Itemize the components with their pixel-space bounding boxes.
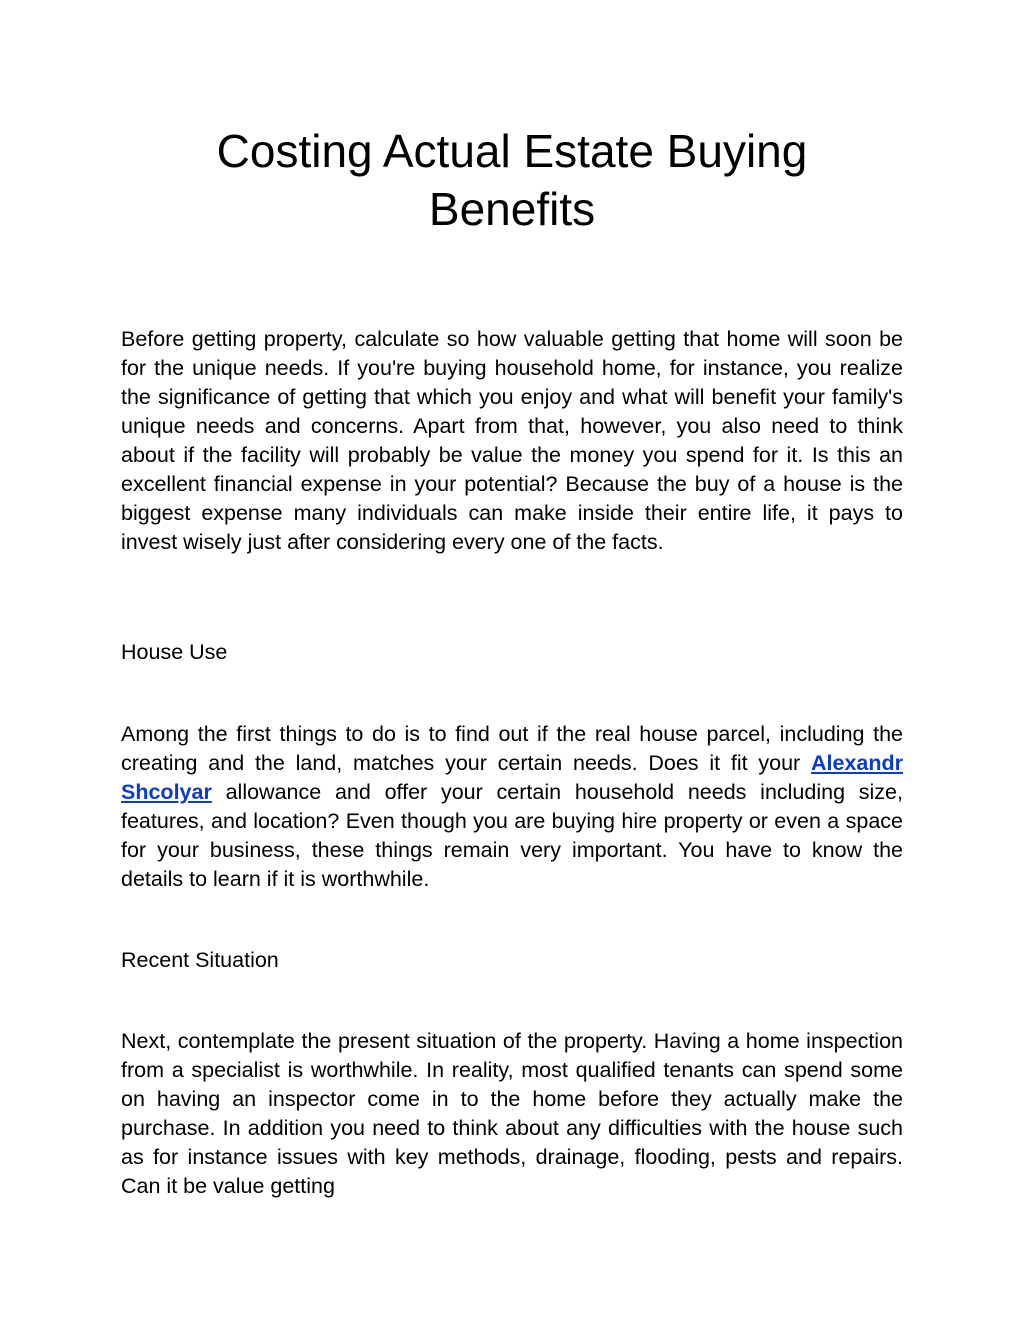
recent-situation-paragraph: Next, contemplate the present situation of the property. Having a home inspection from a specialist is worthwhile. In reality, most qualified tenants can spend some on having an inspector come in to the home before they actually make the purchase. In addition you need to think about any difficulties with the house such as for instance issues with key methods, drainage, flooding, pests and repairs. Can it be value getting	[121, 1029, 903, 1198]
section-heading-recent-situation: Recent Situation	[121, 948, 279, 972]
section-heading-house-use: House Use	[121, 640, 228, 664]
paragraph-text-before-link: Among the first things to do is to find out if the real house parcel, including the creating and the land, matches your certain needs. Does it fit your	[121, 722, 903, 775]
house-use-paragraph	[121, 720, 903, 894]
intro-paragraph: Before getting property, calculate so how valuable getting that home will soon be for the unique needs. If you're buying household home, for instance, you realize the significance of getting that which you enjoy and what will benefit your family's unique needs and concerns. Apart from that, however, you also need to think about if the facility will probably be value the money you spend for it. Is this an excellent financial expense in your potential? Because the buy of a house is the biggest expense many individuals can make inside their entire life, it pays to invest wisely just after considering every one of the facts.	[121, 327, 903, 554]
document-title: Costing Actual Estate Buying Benefits	[216, 125, 808, 235]
author-link[interactable]: Alexandr Shcolyar	[121, 751, 903, 804]
paragraph-text-after-link: allowance and offer your certain household needs including size, features, and location? Even though you are buying hire property or even a space for your business, these things remain very important. You have to know the details to learn if it is worthwhile.	[121, 780, 903, 891]
